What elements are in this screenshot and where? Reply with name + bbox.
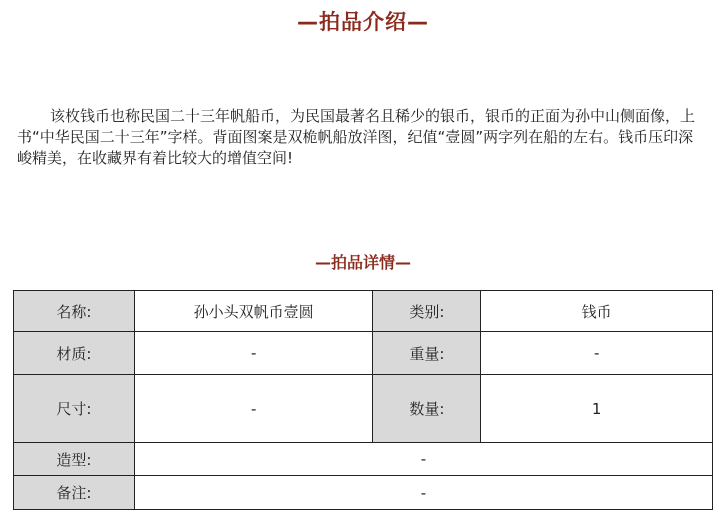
details-section-title: —拍品详情—: [314, 253, 411, 272]
table-row: [14, 291, 713, 332]
details-table: [13, 290, 713, 510]
table-row: [14, 375, 713, 443]
name-label: 名称:: [14, 291, 135, 332]
remark-label: 备注:: [14, 476, 135, 510]
shape-value: -: [134, 443, 712, 476]
material-value: -: [134, 332, 373, 375]
category-label: 类别:: [373, 291, 481, 332]
table-row: [14, 443, 713, 476]
remark-value: -: [134, 476, 712, 510]
name-value: 孙小头双帆币壹圆: [134, 291, 373, 332]
size-value: -: [134, 375, 373, 443]
weight-label: 重量:: [373, 332, 481, 375]
quantity-label: 数量:: [373, 375, 481, 443]
shape-label: 造型:: [14, 443, 135, 476]
table-row: [14, 332, 713, 375]
intro-section-title: —拍品介绍—: [297, 10, 429, 34]
size-label: 尺寸:: [14, 375, 135, 443]
table-row: [14, 476, 713, 510]
material-label: 材质:: [14, 332, 135, 375]
intro-description: 该枚钱币也称民国二十三年帆船币，为民国最著名且稀少的银币，银币的正面为孙中山侧面像，上书“中华民国二十三年”字样。背面图案是双桅帆船放洋图，纪值“壹圆”两字列在船的左右。钱币压印深峻精美，在收藏界有着比较大的增值空间!: [17, 107, 696, 167]
category-value: 钱币: [481, 291, 713, 332]
weight-value: -: [481, 332, 713, 375]
quantity-value: 1: [481, 375, 713, 443]
